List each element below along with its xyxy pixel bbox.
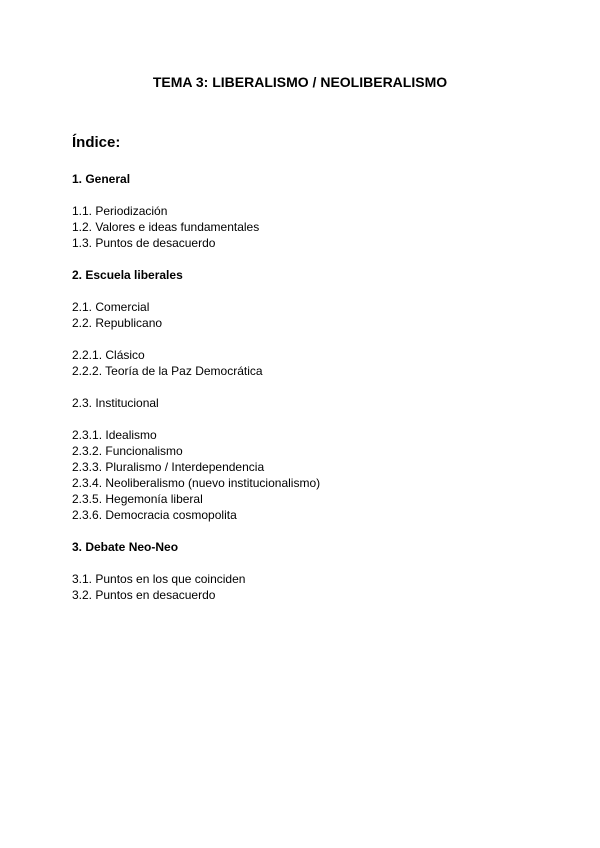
toc-item: 1.3. Puntos de desacuerdo	[72, 236, 216, 250]
toc-item: 3.1. Puntos en los que coinciden	[72, 572, 246, 586]
index-heading: Índice:	[72, 134, 121, 151]
toc-item: 2.3.4. Neoliberalismo (nuevo institucionalismo)	[72, 476, 321, 490]
toc-item: 2.3. Institucional	[72, 396, 159, 410]
toc-item: 1.1. Periodización	[72, 204, 168, 218]
document-title: TEMA 3: LIBERALISMO / NEOLIBERALISMO	[152, 74, 448, 90]
toc-item: 2.1. Comercial	[72, 300, 150, 314]
section-heading-debate-neo-neo: 3. Debate Neo-Neo	[72, 540, 179, 554]
toc-item: 2.3.1. Idealismo	[72, 428, 157, 442]
section-heading-escuela-liberales: 2. Escuela liberales	[72, 268, 183, 282]
toc-item: 1.2. Valores e ideas fundamentales	[72, 220, 260, 234]
toc-item: 2.3.3. Pluralismo / Interdependencia	[72, 460, 265, 474]
section-heading-general: 1. General	[72, 172, 131, 186]
toc-item: 2.3.5. Hegemonía liberal	[72, 492, 203, 506]
toc-item: 2.3.2. Funcionalismo	[72, 444, 183, 458]
toc-item: 2.2. Republicano	[72, 316, 163, 330]
table-of-contents	[72, 171, 542, 603]
toc-item: 3.2. Puntos en desacuerdo	[72, 588, 216, 602]
toc-item: 2.2.2. Teoría de la Paz Democrática	[72, 364, 263, 378]
toc-item: 2.3.6. Democracia cosmopolita	[72, 508, 237, 522]
toc-item: 2.2.1. Clásico	[72, 348, 145, 362]
